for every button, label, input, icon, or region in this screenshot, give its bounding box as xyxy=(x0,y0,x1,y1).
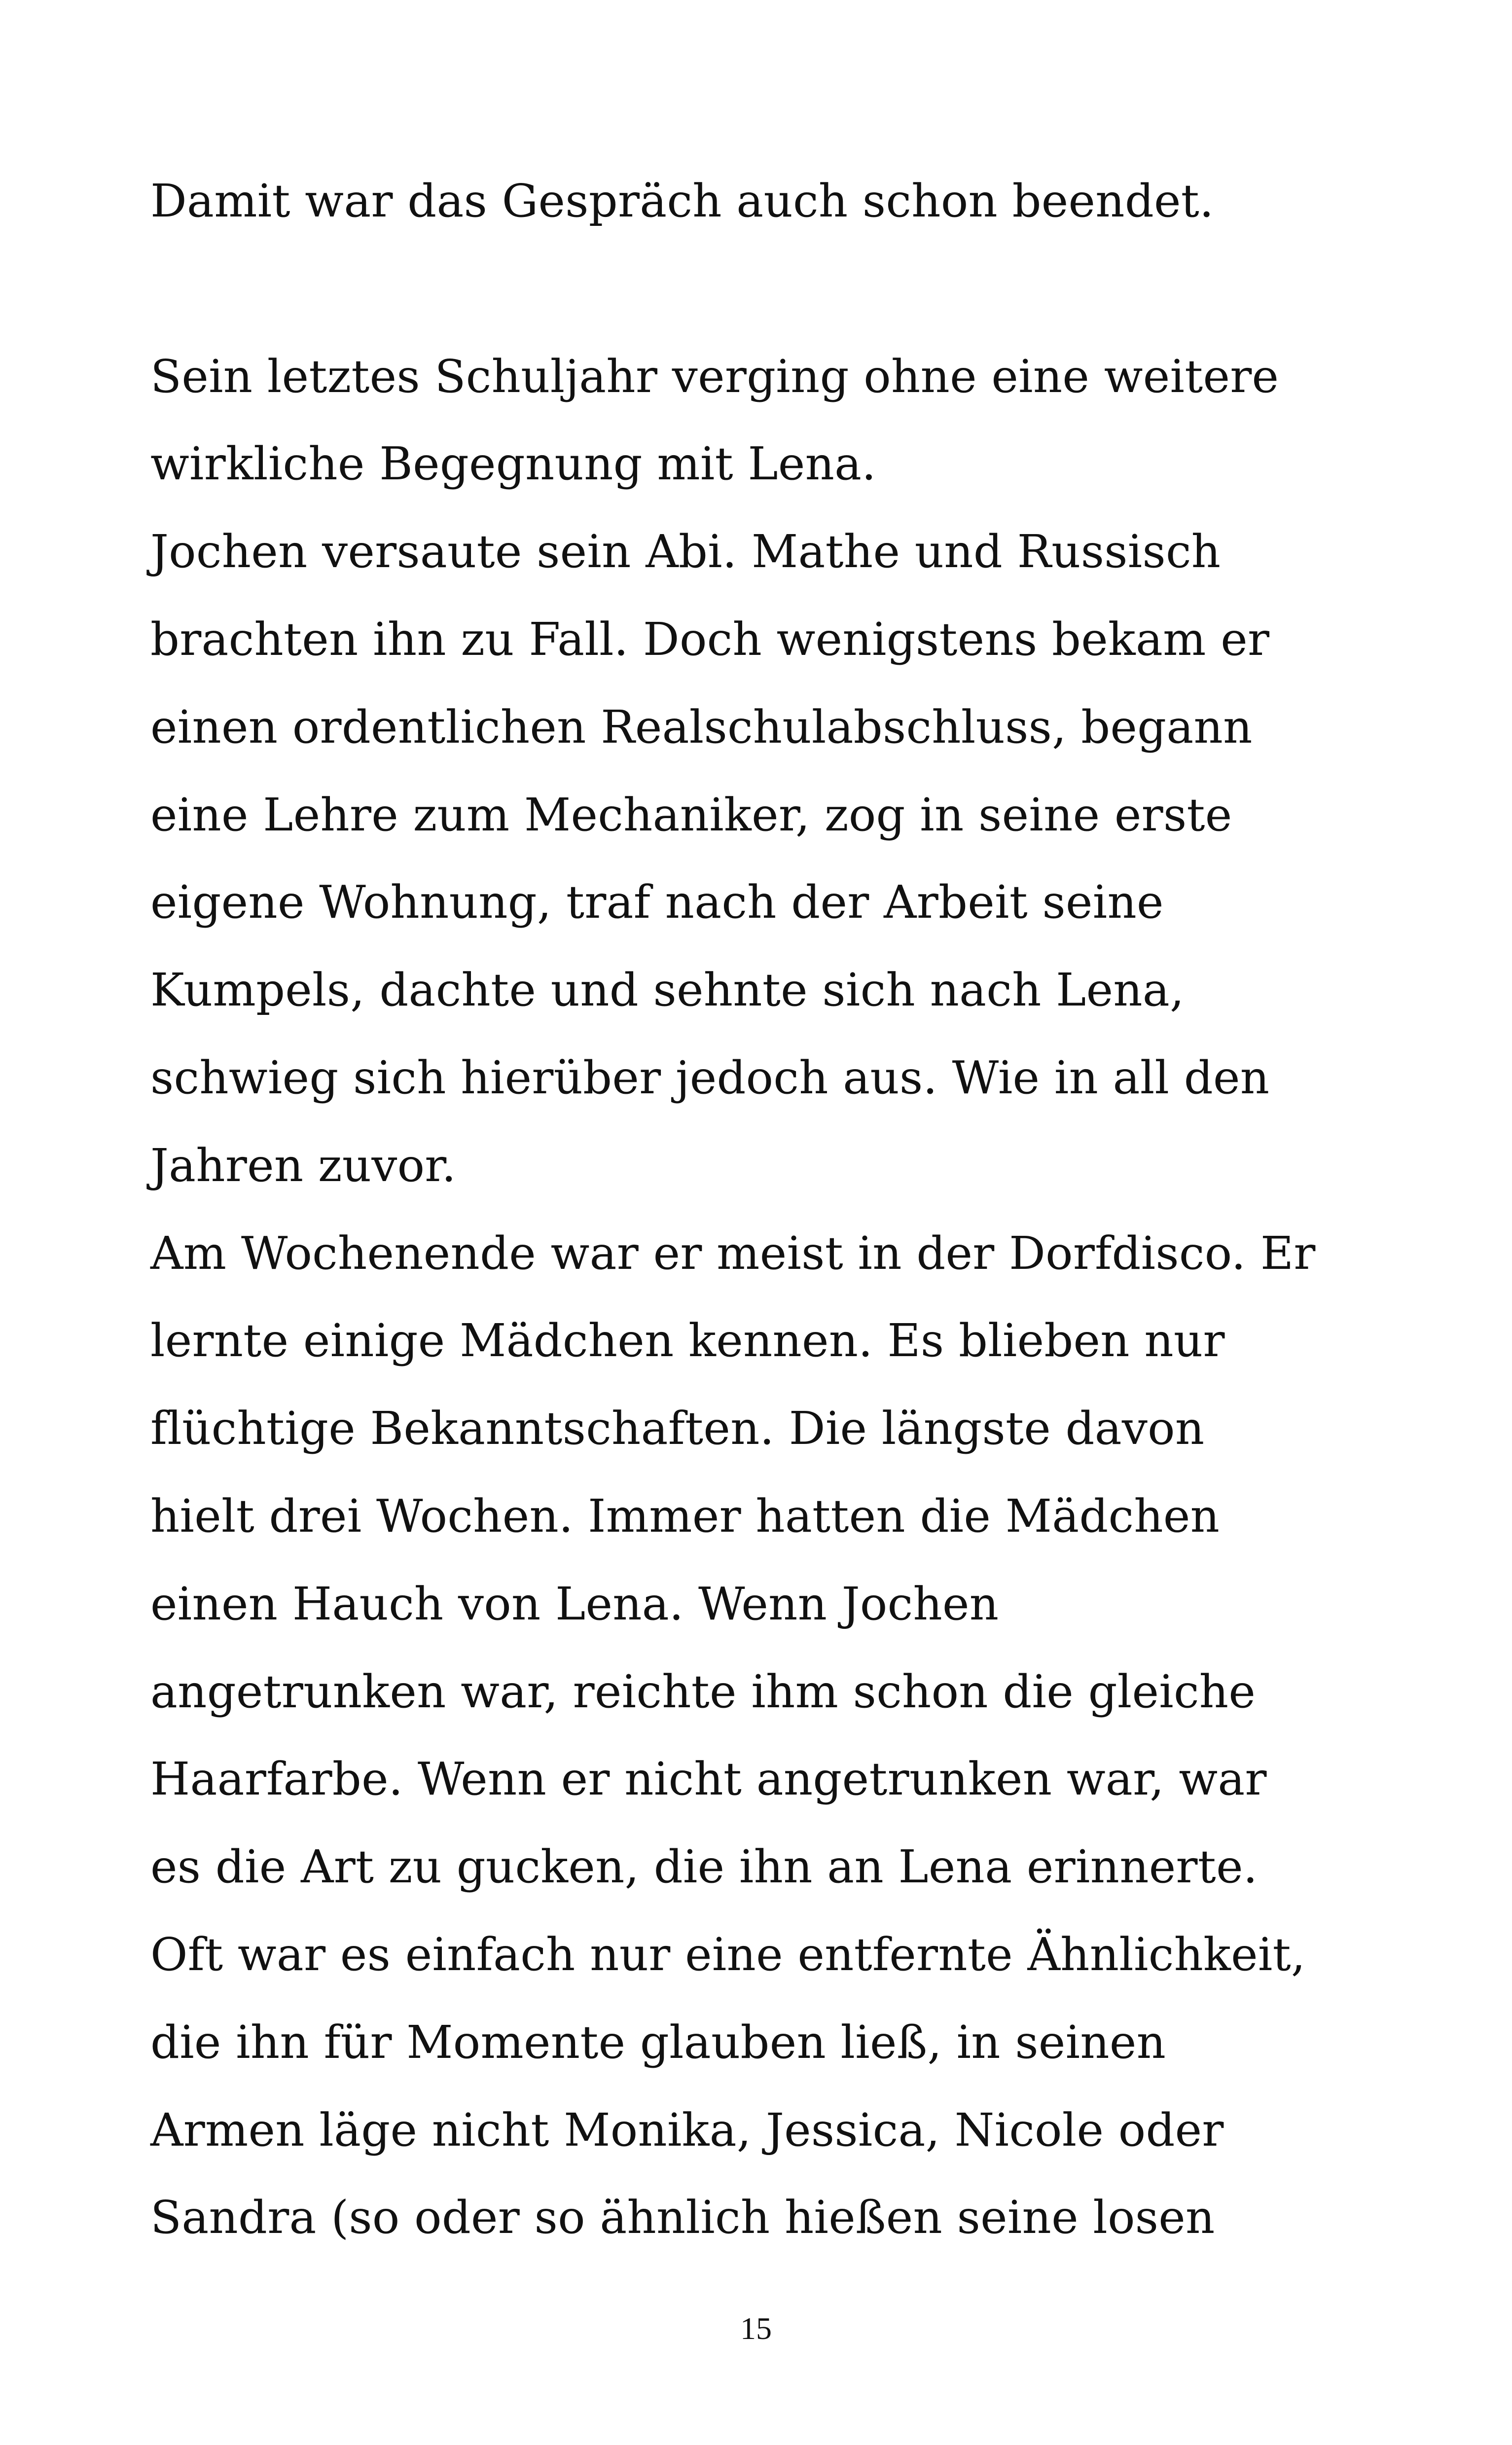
text-line: Sandra (so oder so ähnlich hießen seine losen xyxy=(150,2191,1215,2244)
text-line: eine Lehre zum Mechaniker, zog in seine erste xyxy=(150,789,1232,841)
text-line: Sein letztes Schuljahr verging ohne eine weitere xyxy=(150,350,1279,403)
text-line: Jochen versaute sein Abi. Mathe und Russisch xyxy=(150,525,1221,578)
text-line: brachten ihn zu Fall. Doch wenigstens bekam er xyxy=(150,613,1270,666)
page-number: 15 xyxy=(740,2311,772,2346)
text-line: wirkliche Begegnung mit Lena. xyxy=(150,437,876,490)
text-line: einen Hauch von Lena. Wenn Jochen xyxy=(150,1578,999,1630)
text-line: Kumpels, dachte und sehnte sich nach Lena, xyxy=(150,964,1185,1016)
text-line: die ihn für Momente glauben ließ, in seinen xyxy=(150,2016,1166,2069)
text-line: eigene Wohnung, traf nach der Arbeit seine xyxy=(150,876,1164,929)
text-line: Am Wochenende war er meist in der Dorfdisco. Er xyxy=(150,1227,1316,1280)
text-line: Jahren zuvor. xyxy=(150,1139,457,1192)
text-line: angetrunken war, reichte ihm schon die gleiche xyxy=(150,1665,1256,1718)
text-line: es die Art zu gucken, die ihn an Lena erinnerte. xyxy=(150,1840,1258,1893)
text-line: lernte einige Mädchen kennen. Es blieben nur xyxy=(150,1314,1225,1367)
text-line: flüchtige Bekanntschaften. Die längste davon xyxy=(150,1402,1205,1455)
text-line: Damit war das Gespräch auch schon beendet. xyxy=(150,175,1214,227)
text-line: Armen läge nicht Monika, Jessica, Nicole oder xyxy=(150,2104,1224,2157)
text-line: einen ordentlichen Realschulabschluss, begann xyxy=(150,701,1253,754)
text-line: Oft war es einfach nur eine entfernte Ähnlichkeit, xyxy=(150,1928,1306,1981)
text-line: schwieg sich hierüber jedoch aus. Wie in all den xyxy=(150,1051,1270,1104)
text-line: hielt drei Wochen. Immer hatten die Mädchen xyxy=(150,1490,1220,1543)
text-line: Haarfarbe. Wenn er nicht angetrunken war, war xyxy=(150,1753,1267,1805)
